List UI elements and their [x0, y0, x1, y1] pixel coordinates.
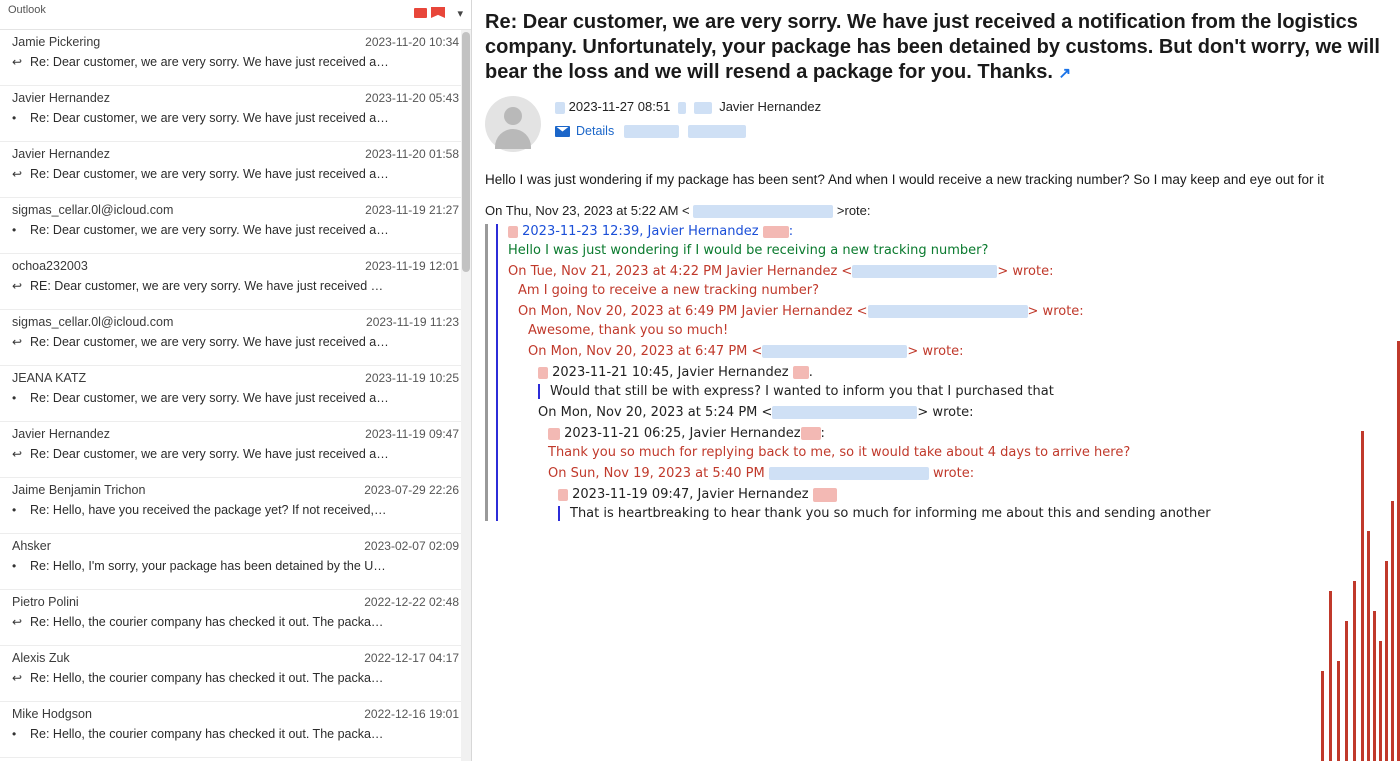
details-label: Details [576, 124, 615, 138]
envelope-icon [414, 8, 427, 18]
quote-level-2 [518, 323, 1400, 521]
account-selector[interactable] [0, 0, 471, 30]
message-list-pane [0, 0, 472, 761]
quote-header-text: On Sun, Nov 19, 2023 at 5:40 PM [548, 466, 765, 482]
redacted-block [538, 367, 548, 379]
quote-header-suffix: wrote: [932, 466, 975, 482]
quote-text: Hello I was just wondering if I would be receiving a new tracking number? [508, 243, 989, 259]
list-item[interactable] [0, 422, 471, 478]
quote-level-5 [548, 487, 1400, 521]
quote-header-text: 2023-11-21 06:25, Javier Hernandez [564, 426, 801, 442]
quote-level-3-body [538, 384, 1400, 399]
list-item[interactable] [0, 478, 471, 534]
quote-header: 2023-11-21 06:25, Javier Hernandez : [548, 426, 1400, 441]
details-toggle[interactable] [555, 124, 746, 138]
message-sender: sigmas_cellar.0l@icloud.com [12, 315, 174, 329]
message-sender: sigmas_cellar.0l@icloud.com [12, 203, 174, 217]
subject-text: Re: Dear customer, we are very sorry. We have just received a notification from the logistics company. Unfortunately, your package has been detained by customs. But don't worry, we will bear the loss and we will resend a package for you. Thanks. [485, 11, 1380, 83]
quote-text: Am I going to receive a new tracking number? [518, 283, 819, 299]
chevron-down-icon[interactable]: ▾ [457, 8, 463, 20]
list-item[interactable] [0, 142, 471, 198]
message-subject: Re: Dear customer, we are very sorry. We have just received a… [30, 55, 389, 69]
list-item[interactable] [0, 590, 471, 646]
message-subject: Re: Dear customer, we are very sorry. We have just received a… [30, 223, 389, 237]
account-provider-label: Outlook [8, 4, 46, 16]
message-sender: Javier Hernandez [12, 147, 110, 161]
message-sender: Javier Hernandez [12, 427, 110, 441]
quote-header-text: On Mon, Nov 20, 2023 at 6:49 PM Javier Hernandez < [518, 304, 868, 320]
list-item[interactable] [0, 310, 471, 366]
reply-arrow-icon: ↩ [12, 671, 23, 685]
quote-header: On Mon, Nov 20, 2023 at 5:24 PM < > wrote: [538, 405, 974, 421]
quote-header-text: 2023-11-19 09:47, Javier Hernandez [572, 487, 809, 503]
message-sender: Jaime Benjamin Trichon [12, 483, 146, 497]
quote-attribution-prefix: On Thu, Nov 23, 2023 at 5:22 AM < [485, 203, 690, 218]
message-header [485, 96, 1400, 154]
message-list[interactable] [0, 30, 471, 761]
message-date: 2022-12-16 19:01 [364, 707, 459, 721]
reply-arrow-icon: ↩ [12, 279, 23, 293]
quote-level-4 [538, 426, 1400, 521]
redacted-block [793, 366, 809, 379]
reply-arrow-icon: ↩ [12, 167, 23, 181]
message-date: 2023-11-20 01:58 [365, 147, 459, 161]
redacted-block [548, 428, 560, 440]
quote-level-3 [528, 365, 1400, 521]
message-subject: Re: Hello, have you received the package yet? If not received,… [30, 503, 387, 517]
message-sender-name: Javier Hernandez [719, 99, 822, 114]
message-subject: Re: Dear customer, we are very sorry. We have just received a… [30, 167, 389, 181]
unread-dot-icon: • [12, 391, 17, 405]
page-title [473, 0, 1400, 86]
quote-header-text: On Mon, Nov 20, 2023 at 6:47 PM < [528, 344, 763, 360]
message-subject: Re: Hello, the courier company has checked it out. The packa… [30, 671, 384, 685]
message-sender: Alexis Zuk [12, 651, 70, 665]
message-sender: Javier Hernandez [12, 91, 110, 105]
message-sender: Jamie Pickering [12, 35, 101, 49]
redacted-block [694, 102, 712, 114]
avatar [485, 96, 541, 152]
redacted-block [852, 265, 997, 278]
redacted-block [868, 305, 1028, 318]
list-item[interactable] [0, 30, 471, 86]
message-subject: Re: Dear customer, we are very sorry. We have just received a… [30, 111, 389, 125]
message-date: 2023-11-19 21:27 [365, 203, 459, 217]
quote-text: Thank you so much for replying back to me, so it would take about 4 days to arrive here? [548, 445, 1131, 461]
reply-arrow-icon: ↩ [12, 55, 23, 69]
quote-level-0 [496, 224, 1400, 521]
unread-dot-icon: • [12, 559, 17, 573]
message-subject: Re: Hello, the courier company has checked it out. The packa… [30, 727, 384, 741]
message-meta [555, 99, 821, 114]
list-item[interactable] [0, 702, 471, 758]
message-subject: Re: Dear customer, we are very sorry. We have just received a… [30, 335, 389, 349]
quote-level-1 [508, 283, 1400, 521]
unread-dot-icon: • [12, 727, 17, 741]
list-item[interactable] [0, 534, 471, 590]
external-link-icon[interactable]: ↗ [1058, 65, 1072, 82]
redacted-block [678, 102, 686, 114]
red-bar-marks [1315, 331, 1400, 761]
quote-header-text: 2023-11-21 10:45, Javier Hernandez [552, 365, 789, 381]
quote-header [508, 264, 1400, 279]
message-date: 2023-11-19 09:47 [365, 427, 459, 441]
reply-arrow-icon: ↩ [12, 447, 23, 461]
redacted-block [772, 406, 917, 419]
quote-attribution [485, 203, 1400, 218]
unread-dot-icon: • [12, 503, 17, 517]
redacted-block [508, 226, 518, 238]
flag-icon [431, 7, 445, 18]
scrollbar-thumb[interactable] [462, 32, 470, 272]
unread-dot-icon: • [12, 223, 17, 237]
list-item[interactable] [0, 198, 471, 254]
quote-header-text: On Mon, Nov 20, 2023 at 5:24 PM < [538, 405, 773, 421]
redacted-block [624, 125, 679, 138]
avatar-body [495, 129, 531, 149]
message-date: 2023-11-19 12:01 [365, 259, 459, 273]
quote-header: On Mon, Nov 20, 2023 at 6:47 PM < > wrote: [528, 344, 964, 360]
message-sender: Ahsker [12, 539, 51, 553]
quote-header [548, 466, 1400, 481]
message-date: 2022-12-22 02:48 [364, 595, 459, 609]
quote-header-text: On Tue, Nov 21, 2023 at 4:22 PM Javier Hernandez < [508, 264, 853, 280]
list-item[interactable] [0, 646, 471, 702]
message-date: 2023-11-19 10:25 [365, 371, 459, 385]
message-subject: Re: Dear customer, we are very sorry. We have just received a… [30, 391, 389, 405]
redacted-block [688, 125, 746, 138]
message-date: 2023-02-07 02:09 [364, 539, 459, 553]
quote-header-text: 2023-11-23 12:39, Javier Hernandez [522, 224, 759, 240]
redacted-block [693, 205, 833, 218]
message-reader-pane [473, 0, 1400, 761]
redacted-block [555, 102, 565, 114]
list-item[interactable] [0, 254, 471, 310]
message-list-scrollbar[interactable] [461, 30, 471, 761]
reply-arrow-icon: ↩ [12, 615, 23, 629]
quoted-thread [485, 224, 1400, 521]
message-subject: Re: Hello, the courier company has checked it out. The packa… [30, 615, 384, 629]
quote-header: 2023-11-23 12:39, Javier Hernandez : [508, 224, 1400, 239]
envelope-icon [555, 126, 570, 137]
redacted-block [763, 226, 789, 238]
quote-text: Awesome, thank you so much! [528, 323, 729, 339]
quote-text: That is heartbreaking to hear thank you so much for informing me about this and sending another [570, 506, 1211, 522]
message-subject: Re: Hello, I'm sorry, your package has been detained by the U… [30, 559, 386, 573]
quote-header: 2023-11-21 10:45, Javier Hernandez . [538, 365, 1400, 380]
message-timestamp: 2023-11-27 08:51 [568, 99, 671, 114]
quote-header: On Mon, Nov 20, 2023 at 6:49 PM Javier Hernandez < > wrote: [518, 304, 1084, 320]
unread-dot-icon: • [12, 111, 17, 125]
quote-text: Would that still be with express? I wanted to inform you that I purchased that [550, 384, 1054, 400]
redacted-block [558, 489, 568, 501]
avatar-head [504, 107, 522, 125]
message-date: 2023-11-20 10:34 [365, 35, 459, 49]
list-item[interactable] [0, 86, 471, 142]
redacted-block [762, 345, 907, 358]
message-date: 2023-11-20 05:43 [365, 91, 459, 105]
message-sender: JEANA KATZ [12, 371, 87, 385]
quote-header-suffix: > wrote: [997, 264, 1054, 280]
redacted-block [813, 488, 837, 502]
quote-attribution-suffix: >rote: [836, 203, 871, 218]
list-item[interactable] [0, 366, 471, 422]
quote-header [558, 487, 1400, 502]
message-sender: ochoa232003 [12, 259, 88, 273]
quote-level-5-body [558, 506, 1400, 521]
message-sender: Mike Hodgson [12, 707, 92, 721]
message-subject: Re: Dear customer, we are very sorry. We have just received a… [30, 447, 389, 461]
message-date: 2023-11-19 11:23 [366, 315, 459, 329]
redacted-block [801, 427, 821, 440]
message-subject: RE: Dear customer, we are very sorry. We have just received … [30, 279, 384, 293]
message-date: 2023-07-29 22:26 [364, 483, 459, 497]
message-sender: Pietro Polini [12, 595, 79, 609]
reply-arrow-icon: ↩ [12, 335, 23, 349]
message-body: Hello I was just wondering if my package has been sent? And when I would receive a new tracking number? So I may keep and eye out for it [485, 172, 1324, 187]
redacted-block [769, 467, 929, 480]
message-date: 2022-12-17 04:17 [364, 651, 459, 665]
